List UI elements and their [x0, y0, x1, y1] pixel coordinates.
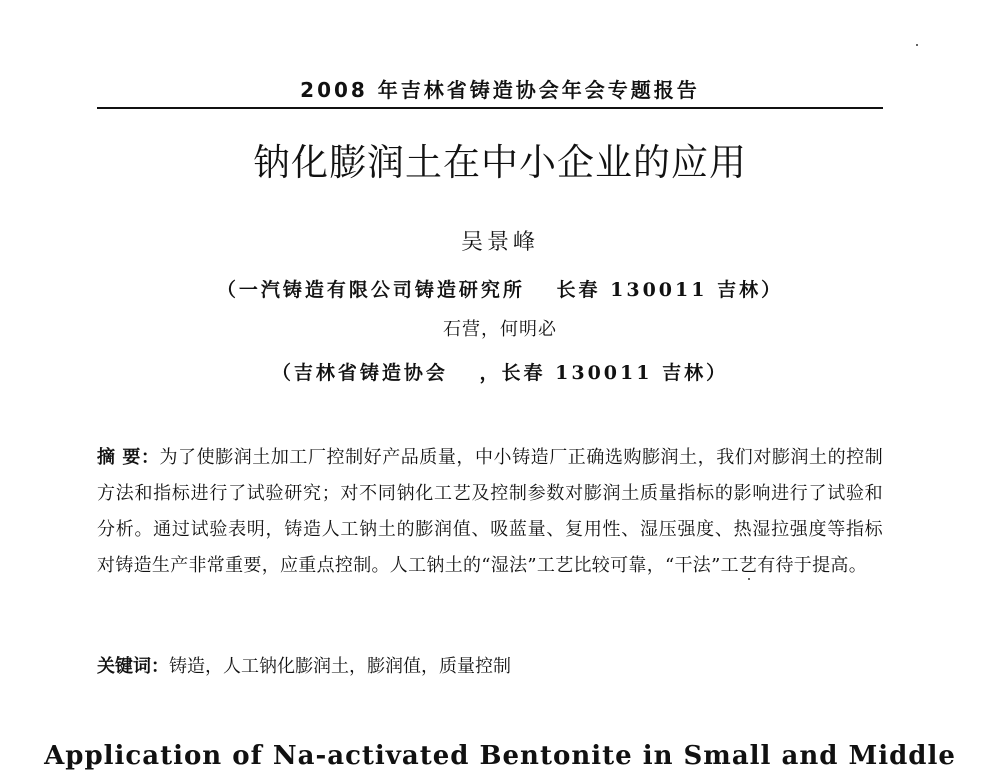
keywords-text: 铸造，人工钠化膨润土，膨润值，质量控制 [169, 656, 511, 677]
author-secondary: 石营，何明必 [443, 319, 557, 340]
running-header: 2008 年吉林省铸造协会年会专题报告 [300, 78, 700, 102]
author-primary: 吴景峰 [460, 230, 539, 255]
scan-speck [748, 578, 750, 580]
header-rule [97, 107, 883, 109]
abstract-label: 摘 要： [97, 447, 160, 468]
paper-title: 钠化膨润土在中小企业的应用 [253, 141, 747, 184]
scan-speck [916, 44, 918, 46]
keywords-label: 关键词： [97, 656, 169, 677]
affiliation-primary: （一汽铸造有限公司铸造研究所 长春 130011 吉林） [216, 279, 784, 301]
affiliation-secondary: （吉林省铸造协会 ，长春 130011 吉林） [271, 362, 729, 384]
abstract-paragraph [97, 440, 883, 584]
keywords-line [97, 652, 883, 682]
english-title: Application of Na-activated Bentonite in Small and Middle [44, 741, 956, 771]
abstract-text: 为了使膨润土加工厂控制好产品质量，中小铸造厂正确选购膨润土，我们对膨润土的控制方法和指标进行了试验研究；对不同钠化工艺及控制参数对膨润土质量指标的影响进行了试验和分析。通过试验表明，铸造人工钠土的膨润值、吸蓝量、复用性、湿压强度、热湿拉强度等指标对铸造生产非常重要，应重点控制。人工钠土的“湿法”工艺比较可靠，“干法”工艺有待于提高。 [97, 447, 883, 576]
